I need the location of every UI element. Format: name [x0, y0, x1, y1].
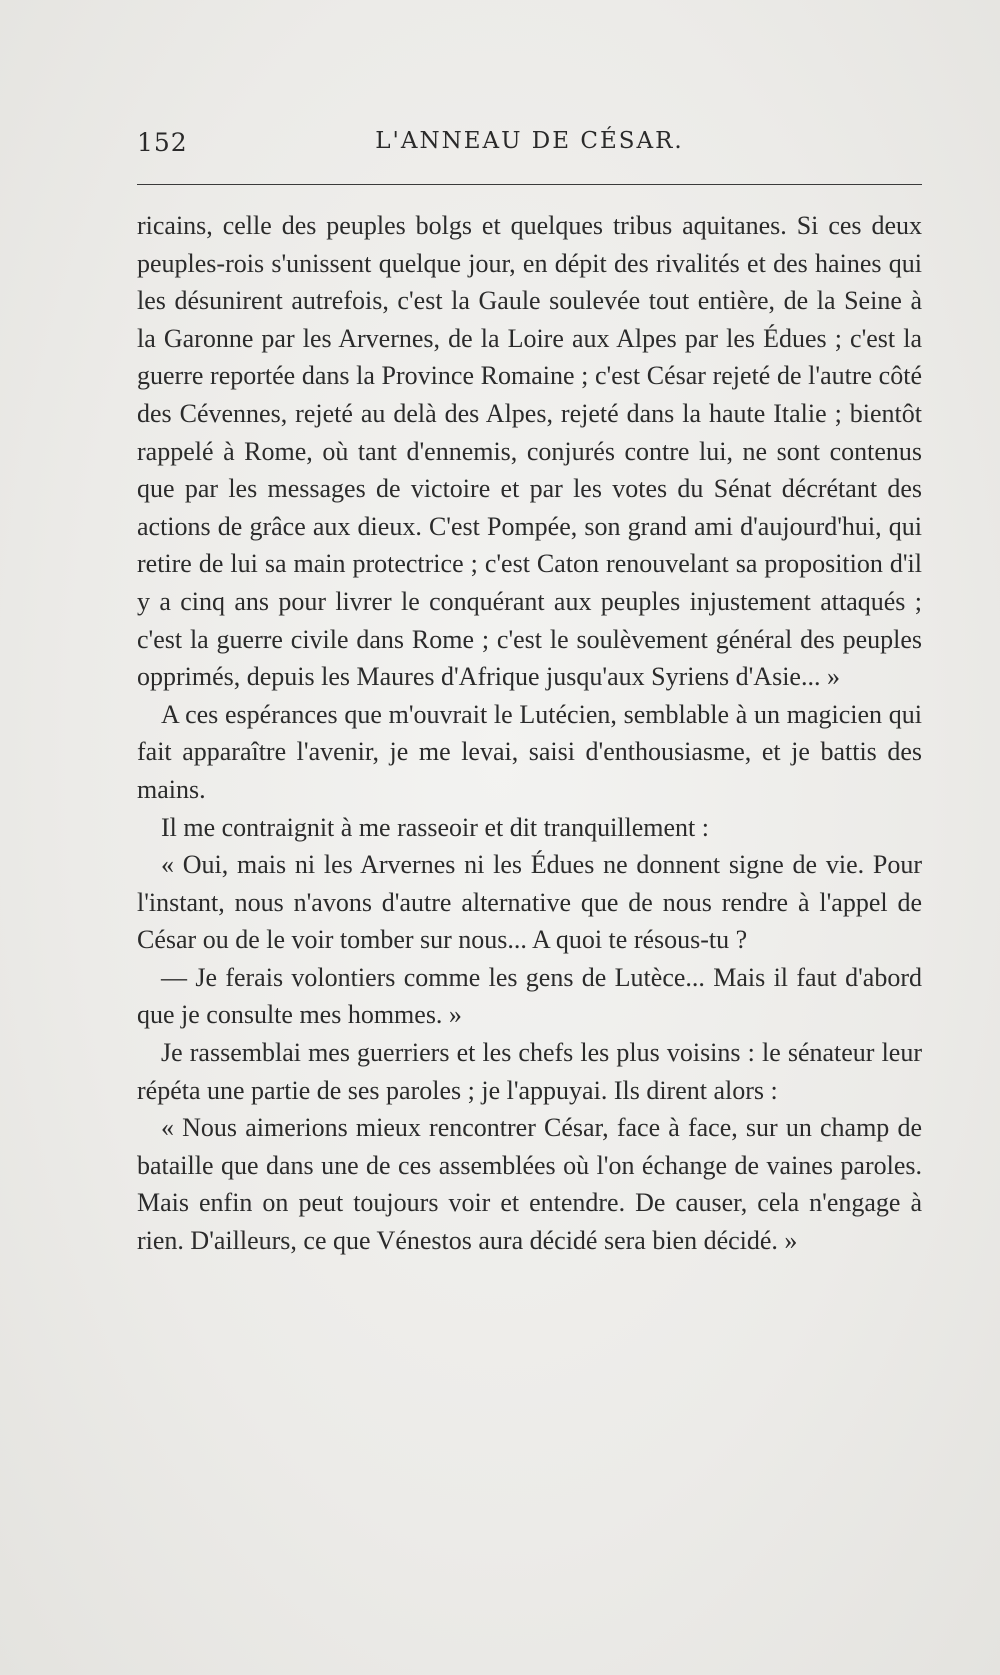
paragraph: — Je ferais volontiers comme les gens de Lutèce... Mais il faut d'abord que je consulte mes hommes. »: [137, 962, 922, 1030]
body-text: [137, 207, 922, 1260]
paragraph-continuation: ricains, celle des peuples bolgs et quelques tribus aquitanes. Si ces deux peuples-rois s'unissent quelque jour, en dépit des rivalités et des haines qui les désunirent autrefois, c'est la Gaule soulevée tout entière, de la Seine à la Garonne par les Arvernes, de la Loire aux Alpes par les Édues ; c'est la guerre reportée dans la Province Romaine ; c'est César rejeté de l'autre côté des Cévennes, rejeté au delà des Alpes, rejeté dans la haute Italie ; bientôt rappelé à Rome, où tant d'ennemis, conjurés contre lui, ne sont contenus que par les messages de victoire et par les votes du Sénat décrétant des actions de grâce aux dieux. C'est Pompée, son grand ami d'aujourd'hui, qui retire de lui sa main protectrice ; c'est Caton renouvelant sa proposition d'il y a cinq ans pour livrer le conquérant aux peuples injustement attaqués ; c'est la guerre civile dans Rome ; c'est le soulèvement général des peuples opprimés, depuis les Maures d'Afrique jusqu'aux Syriens d'Asie... »: [137, 211, 922, 692]
paragraph: « Oui, mais ni les Arvernes ni les Édues ne donnent signe de vie. Pour l'instant, nous n'avons d'autre alternative que de nous rendre à l'appel de César ou de le voir tomber sur nous... A quoi te résous-tu ?: [137, 850, 922, 955]
header-rule: [137, 184, 922, 185]
paragraph: « Nous aimerions mieux rencontrer César, face à face, sur un champ de bataille que dans une de ces assemblées où l'on échange de vaines paroles. Mais enfin on peut toujours voir et entendre. De causer, cela n'engage à rien. D'ailleurs, ce que Vénestos aura décidé sera bien décidé. »: [137, 1113, 922, 1256]
page-number: 152: [137, 128, 188, 157]
page-header: [137, 128, 922, 168]
paragraph: Il me contraignit à me rasseoir et dit tranquillement :: [161, 812, 709, 842]
paragraph: A ces espérances que m'ouvrait le Lutécien, semblable à un magicien qui fait apparaître l'avenir, je me levai, saisi d'enthousiasme, et je battis des mains.: [137, 699, 922, 804]
running-title: L'ANNEAU DE CÉSAR.: [375, 128, 684, 154]
paragraph: Je rassemblai mes guerriers et les chefs les plus voisins : le sénateur leur répéta une partie de ses paroles ; je l'appuyai. Ils dirent alors :: [137, 1038, 922, 1105]
